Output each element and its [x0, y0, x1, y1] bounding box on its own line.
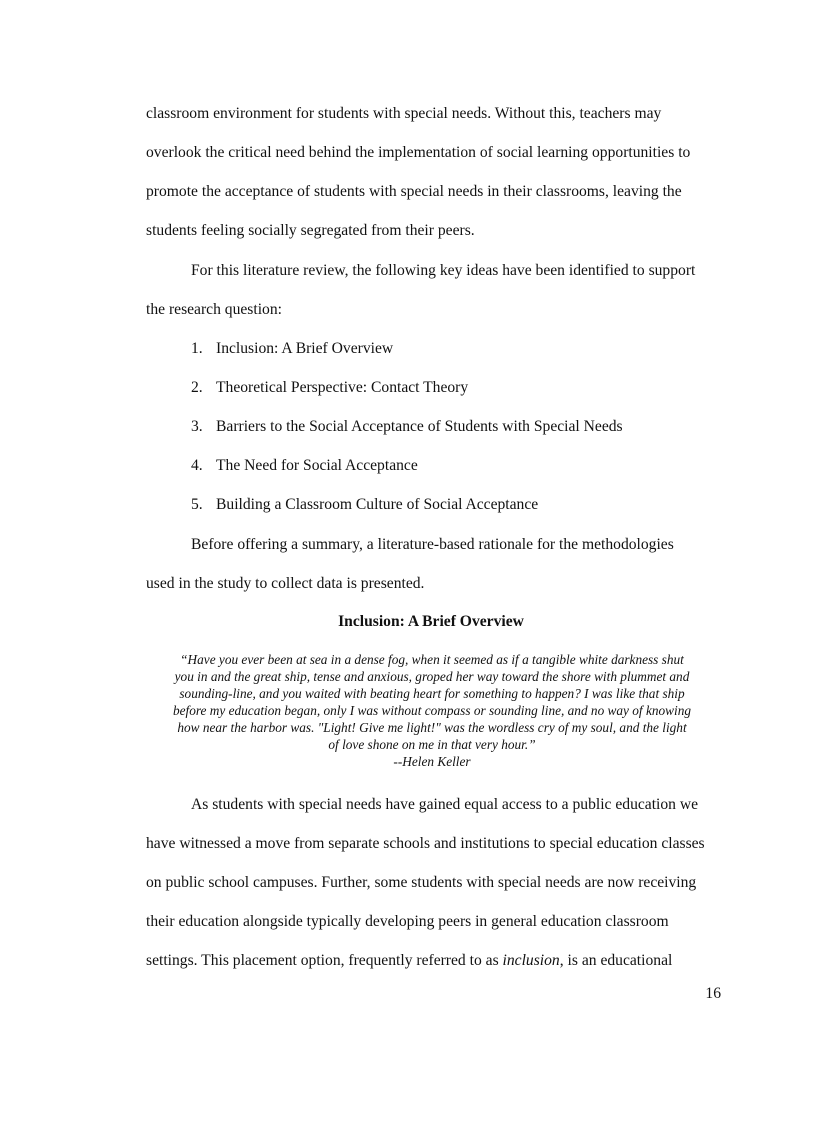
list-item [191, 495, 538, 515]
section-heading: Inclusion: A Brief Overview [338, 613, 524, 630]
epigraph-line: of love shone on me in that very hour.” [328, 737, 536, 752]
list-number: 4. [191, 457, 203, 474]
epigraph-line: how near the harbor was. "Light! Give me light!" was the wordless cry of my soul, and the light [177, 720, 687, 735]
epigraph-line: before my education began, only I was without compass or sounding line, and no way of knowing [172, 703, 692, 718]
list-item [191, 378, 468, 398]
list-text: Theoretical Perspective: Contact Theory [216, 379, 469, 396]
paragraph-line: the research question: [146, 301, 282, 318]
paragraph-line: their education alongside typically developing peers in general education classroom [146, 913, 669, 930]
list-text: Inclusion: A Brief Overview [216, 340, 394, 357]
epigraph-line: “Have you ever been at sea in a dense fog, when it seemed as if a tangible white darkness shut [180, 652, 684, 667]
paragraph-line [146, 951, 672, 971]
paragraph-text: settings. This placement option, frequently referred to as [146, 952, 503, 969]
list-number: 2. [191, 379, 203, 396]
list-item [191, 417, 623, 437]
list-text: The Need for Social Acceptance [216, 457, 418, 474]
list-number: 3. [191, 418, 203, 435]
emphasized-term: inclusion [502, 952, 560, 969]
paragraph-line: overlook the critical need behind the implementation of social learning opportunities to [146, 144, 691, 161]
paragraph-line: have witnessed a move from separate schools and institutions to special education classes [146, 835, 705, 852]
paragraph-line: As students with special needs have gained equal access to a public education we [191, 796, 699, 813]
paragraph-line: classroom environment for students with special needs. Without this, teachers may [146, 105, 662, 122]
epigraph-line: sounding-line, and you waited with beating heart for something to happen? I was like that ship [179, 686, 685, 701]
page-number: 16 [705, 985, 721, 1002]
paragraph-line: used in the study to collect data is presented. [146, 575, 425, 592]
epigraph-attribution: --Helen Keller [393, 754, 471, 769]
paragraph-line: promote the acceptance of students with special needs in their classrooms, leaving the [146, 183, 682, 200]
epigraph-line: you in and the great ship, tense and anxious, groped her way toward the shore with plummet and [174, 669, 690, 684]
paragraph-line: on public school campuses. Further, some students with special needs are now receiving [146, 874, 697, 891]
paragraph-line: Before offering a summary, a literature-based rationale for the methodologies [191, 536, 674, 553]
paragraph-line: students feeling socially segregated from their peers. [146, 222, 475, 239]
list-item [191, 456, 418, 476]
list-number: 1. [191, 340, 203, 357]
list-number: 5. [191, 496, 203, 513]
paragraph-text: , is an educational [559, 952, 673, 969]
list-text: Building a Classroom Culture of Social Acceptance [216, 496, 539, 513]
list-text: Barriers to the Social Acceptance of Students with Special Needs [216, 418, 623, 435]
paragraph-line: For this literature review, the following key ideas have been identified to support [191, 262, 696, 279]
list-item [191, 339, 393, 359]
